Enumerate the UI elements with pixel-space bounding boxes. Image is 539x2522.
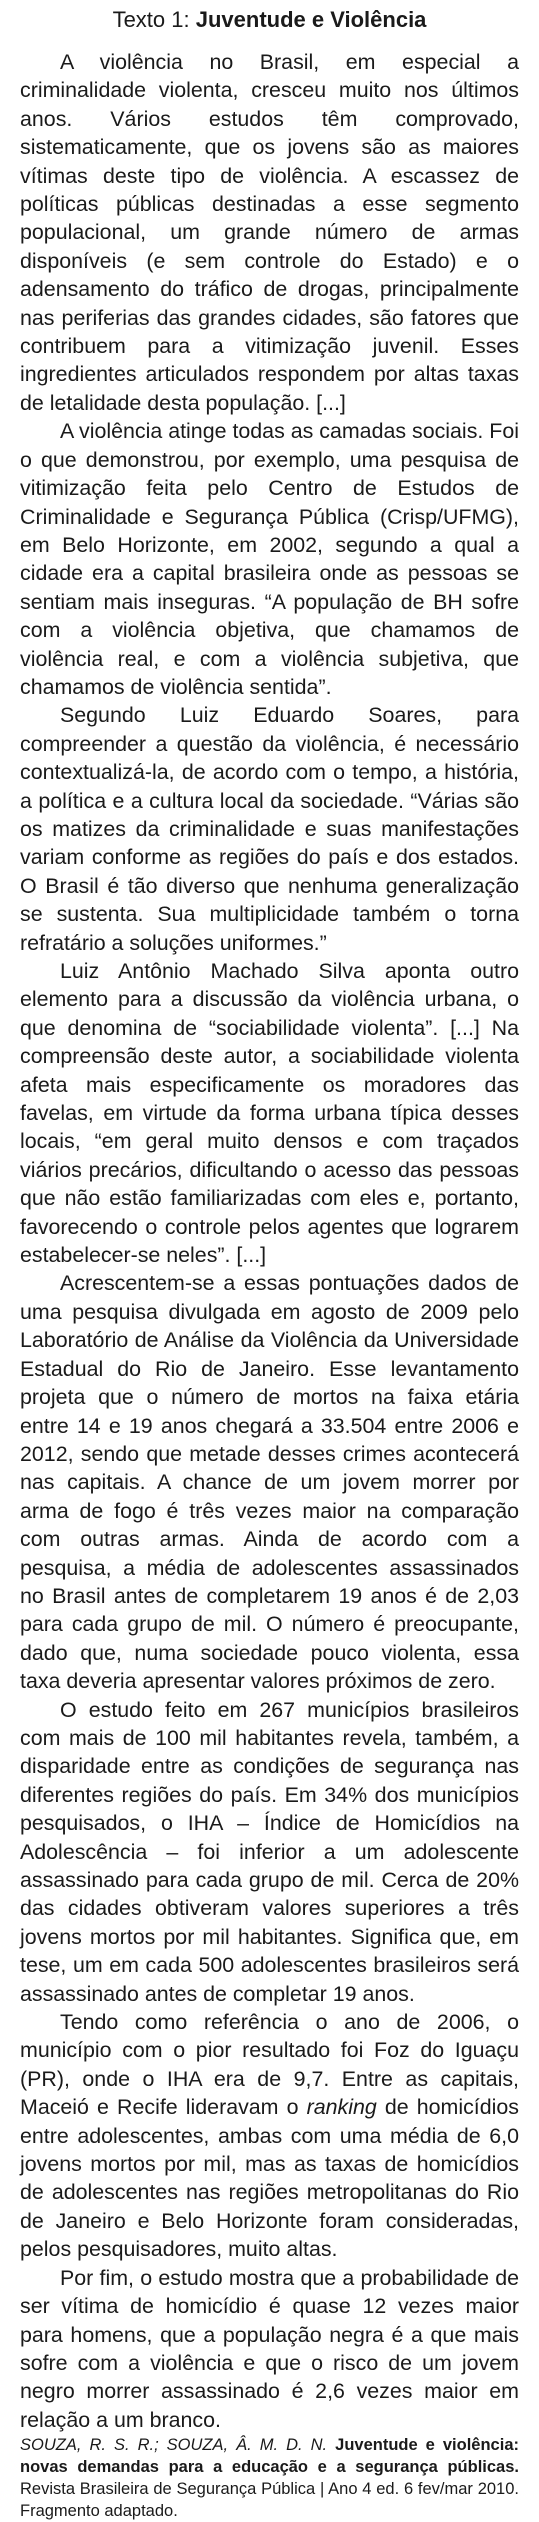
citation-authors: SOUZA, R. S. R.; SOUZA, Â. M. D. N. <box>20 2436 328 2455</box>
text-heading <box>20 6 519 34</box>
citation-work-title: Juventude e violência: novas demandas para a educação e a segurança públicas. <box>20 2436 519 2477</box>
paragraph-1: A violência no Brasil, em especial a criminalidade violenta, cresceu muito nos últimos anos. Vários estudos têm comprovado, sistematicamente, que os jovens são as maiores vítimas deste tipo de violência. A escassez de políticas públicas destinadas a esse segmento populacional, um grande número de armas disponíveis (e sem controle do Estado) e o adensamento do tráfico de drogas, principalmente nas periferias das grandes cidades, são fatores que contribuem para a vitimização juvenil. Esses ingredientes articulados respondem por altas taxas de letalidade desta população. [...] <box>20 50 519 415</box>
paragraph-2: A violência atinge todas as camadas sociais. Foi o que demonstrou, por exemplo, uma pesquisa de vitimização feita pelo Centro de Estudos de Criminalidade e Segurança Pública (Crisp/UFMG), em Belo Horizonte, em 2002, segundo a qual a cidade era a capital brasileira onde as pessoas se sentiam mais inseguras. “A população de BH sofre com a violência objetiva, que chamamos de violência real, e com a violência subjetiva, que chamamos de violência sentida”. <box>20 419 519 699</box>
article-body <box>20 48 519 2434</box>
paragraph-7: Tendo como referência o ano de 2006, o município com o pior resultado foi Foz do Iguaçu (PR), onde o IHA era de 9,7. Entre as capitais, Maceió e Recife lideravam o ranking de homicídios entre adolescentes, ambas com uma média de 6,0 jovens mortos por mil, mas as taxas de homicídios de adolescentes nas regiões metropolitanas do Rio de Janeiro e Belo Horizonte foram consideradas, pelos pesquisadores, muito altas. <box>20 2010 519 2262</box>
paragraph-5: Acrescentem-se a essas pontuações dados de uma pesquisa divulgada em agosto de 2009 pelo Laboratório de Análise da Violência da Universidade Estadual do Rio de Janeiro. Esse levantamento projeta que o número de mortos na faixa etária entre 14 e 19 anos chegará a 33.504 entre 2006 e 2012, sendo que metade desses crimes acontecerá nas capitais. A chance de um jovem morrer por arma de fogo é três vezes maior na comparação com outras armas. Ainda de acordo com a pesquisa, a média de adolescentes assassinados no Brasil antes de completarem 19 anos é de 2,03 para cada grupo de mil. O número é preocupante, dado que, numa sociedade pouco violenta, essa taxa deveria apresentar valores próximos de zero. <box>20 1271 519 1694</box>
text-label: Texto 1: <box>112 7 190 32</box>
italic-term: ranking <box>306 2095 377 2120</box>
paragraph-8: Por fim, o estudo mostra que a probabilidade de ser vítima de homicídio é quase 12 vezes maior para homens, que a população negra é a que mais sofre com a violência e que o risco de um jovem negro morrer assassinado é 2,6 vezes maior em relação a um branco. <box>20 2265 519 2432</box>
paragraph-6: O estudo feito em 267 municípios brasileiros com mais de 100 mil habitantes revela, também, a disparidade entre as condições de segurança nas diferentes regiões do país. Em 34% dos municípios pesquisados, o IHA – Índice de Homicídios na Adolescência – foi inferior a um adolescente assassinado para cada grupo de mil. Cerca de 20% das cidades obtiveram valores superiores a três jovens mortos por mil habitantes. Significa que, em tese, um em cada 500 adolescentes brasileiros será assassinado antes de completar 19 anos. <box>20 1697 519 2006</box>
text-title: Juventude e Violência <box>195 7 427 32</box>
paragraph-4: Luiz Antônio Machado Silva aponta outro elemento para a discussão da violência urbana, o que denomina de “sociabilidade violenta”. [...] Na compreensão deste autor, a sociabilidade violenta afeta mais especificamente os moradores das favelas, em virtude da forma urbana típica desses locais, “em geral muito densos e com traçados viários precários, dificultando o acesso das pessoas que não estão familiarizadas com eles e, portanto, favorecendo o controle pelos agentes que lograrem estabelecer-se neles”. [...] <box>20 959 519 1268</box>
source-citation <box>20 2434 519 2522</box>
citation-details: Revista Brasileira de Segurança Pública | Ano 4 ed. 6 fev/mar 2010. Fragmento adaptado. <box>20 2480 519 2521</box>
paragraph-3: Segundo Luiz Eduardo Soares, para compreender a questão da violência, é necessário contextualizá-la, de acordo com o tempo, a história, a política e a cultura local da sociedade. “Várias são os matizes da criminalidade e suas manifestações variam conforme as regiões do país e dos estados. O Brasil é tão diverso que nenhuma generalização se sustenta. Sua multiplicidade também o torna refratário a soluções uniformes.” <box>20 703 519 955</box>
